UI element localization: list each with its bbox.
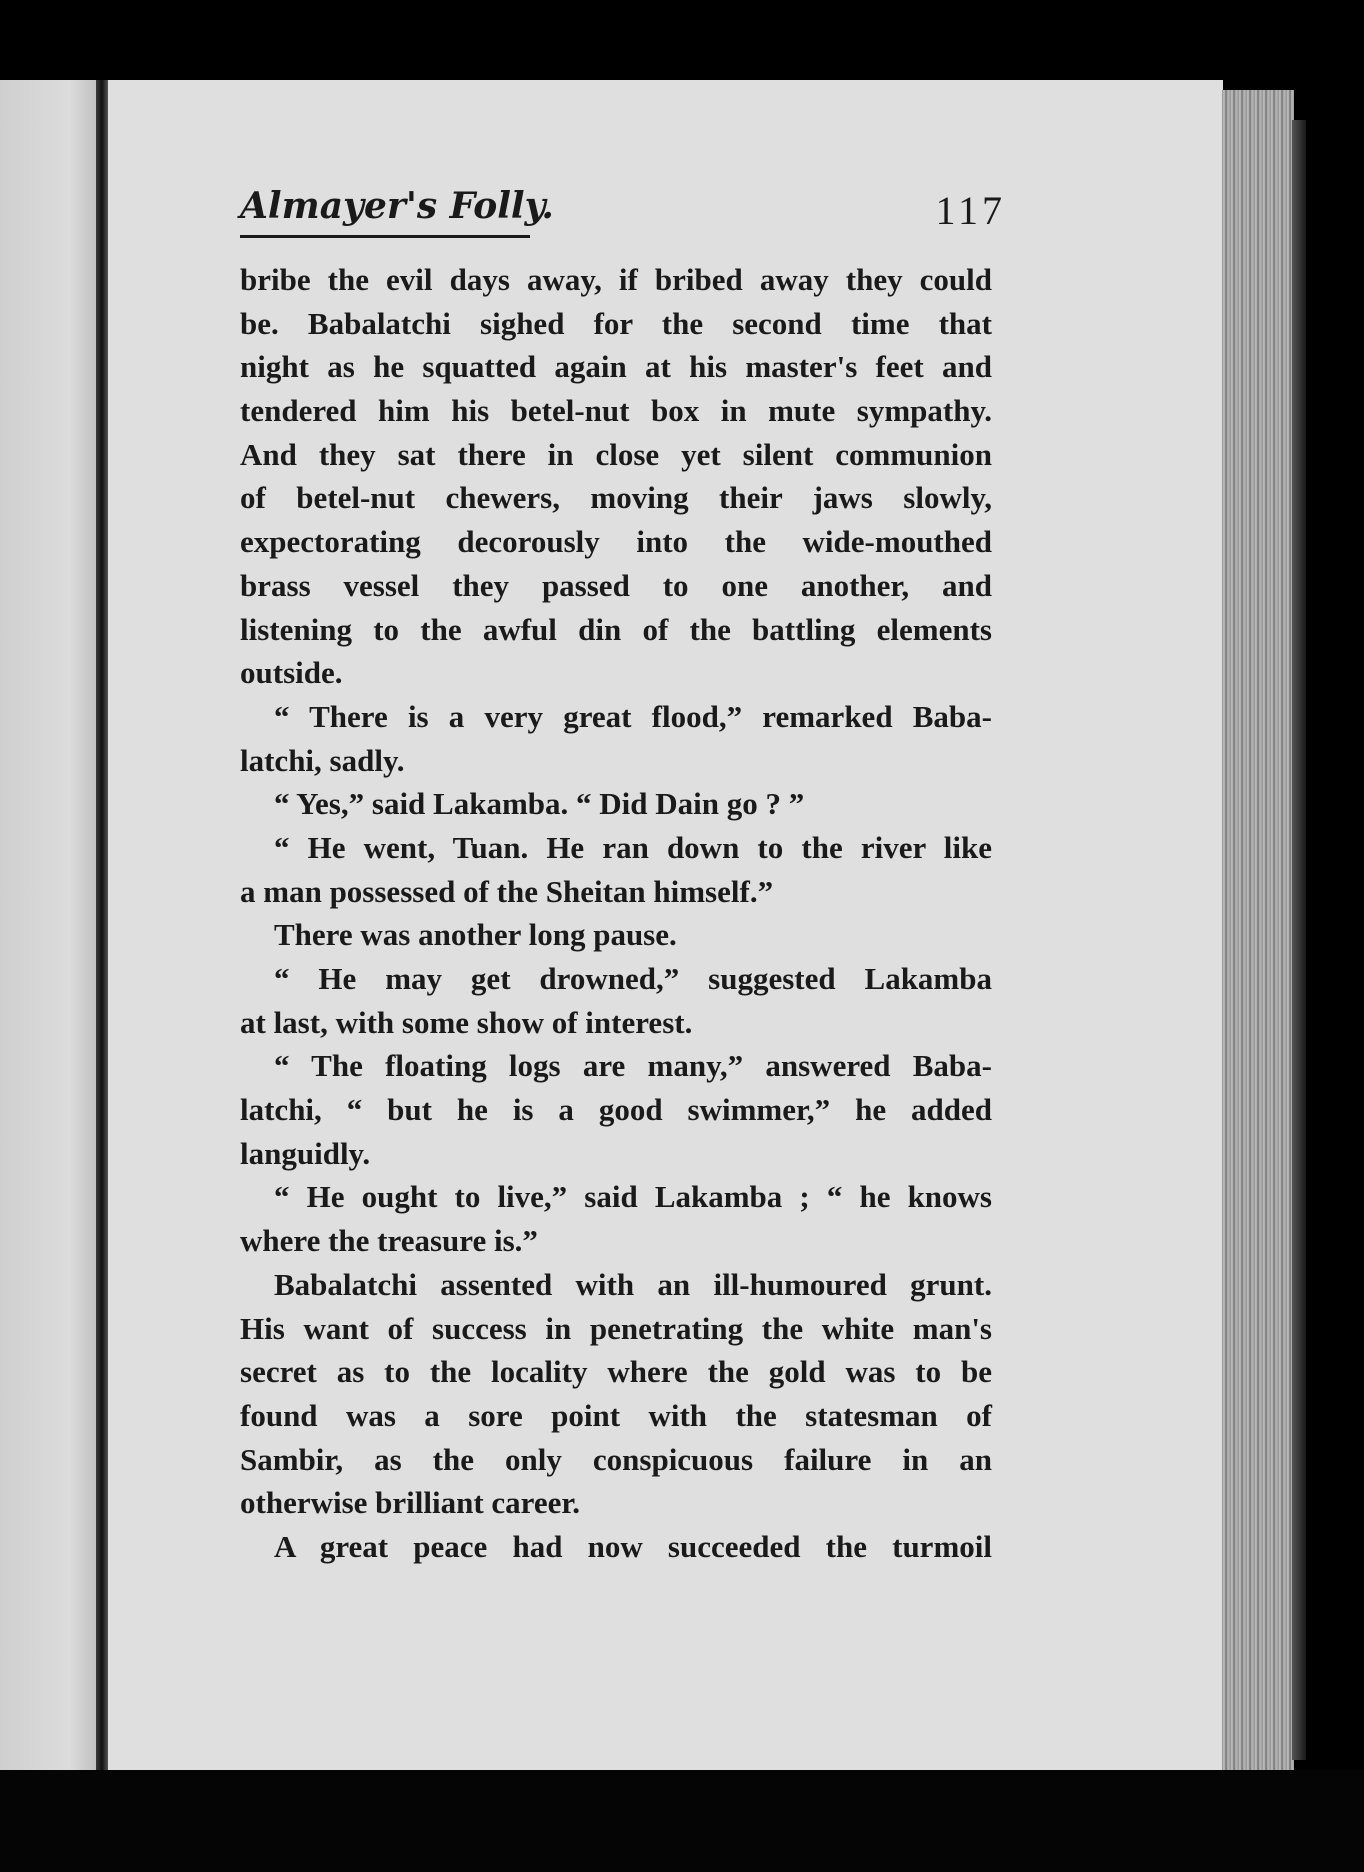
text-line: a man possessed of the Sheitan himself.” bbox=[240, 873, 774, 909]
text-line: “ The floating logs are many,” answered Baba- bbox=[274, 1048, 992, 1084]
text-line: And they sat there in close yet silent communion bbox=[240, 436, 992, 472]
text-line: His want of success in penetrating the white man's bbox=[240, 1310, 992, 1346]
text-line: “ There is a very great flood,” remarked Baba- bbox=[274, 698, 992, 734]
text-line: otherwise brilliant career. bbox=[240, 1485, 581, 1521]
text-line: secret as to the locality where the gold was to be bbox=[240, 1354, 992, 1390]
page-fore-edge bbox=[1222, 90, 1294, 1770]
running-head bbox=[240, 185, 1008, 245]
text-line: A great peace had now succeeded the turmoil bbox=[274, 1528, 992, 1564]
text-line: be. Babalatchi sighed for the second time that bbox=[240, 305, 992, 341]
running-title: Almayer's Folly. bbox=[240, 185, 554, 227]
text-line: “ He may get drowned,” suggested Lakamba bbox=[274, 961, 992, 996]
text-line: where the treasure is.” bbox=[240, 1223, 538, 1259]
text-line: brass vessel they passed to one another, and bbox=[240, 567, 992, 603]
fore-edge-shadow bbox=[1292, 120, 1306, 1760]
facing-page-edge bbox=[0, 80, 100, 1770]
text-line: bribe the evil days away, if bribed away they could bbox=[240, 262, 992, 297]
text-line: languidly. bbox=[240, 1135, 371, 1171]
text-line: latchi, “ but he is a good swimmer,” he added bbox=[240, 1092, 992, 1128]
text-line: expectorating decorously into the wide-mouthed bbox=[240, 524, 992, 560]
text-line: of betel-nut chewers, moving their jaws slowly, bbox=[240, 480, 992, 516]
text-line: There was another long pause. bbox=[274, 917, 677, 953]
bottom-margin-shadow bbox=[0, 1770, 1364, 1872]
text-line: “ He went, Tuan. He ran down to the river like bbox=[274, 829, 992, 865]
body-text bbox=[240, 258, 992, 1569]
text-line: Sambir, as the only conspicuous failure in an bbox=[240, 1441, 992, 1477]
text-line: Babalatchi assented with an ill-humoured grunt. bbox=[274, 1266, 992, 1302]
page-number: 117 bbox=[935, 188, 1006, 233]
text-line: tendered him his betel-nut box in mute sympathy. bbox=[240, 393, 992, 429]
text-line: outside. bbox=[240, 655, 343, 691]
text-line: latchi, sadly. bbox=[240, 742, 405, 778]
text-line: found was a sore point with the statesman of bbox=[240, 1397, 992, 1433]
text-line: at last, with some show of interest. bbox=[240, 1004, 693, 1040]
text-line: “ Yes,” said Lakamba. “ Did Dain go ? ” bbox=[274, 786, 805, 822]
running-title-underline bbox=[240, 235, 530, 238]
text-line: night as he squatted again at his master's feet and bbox=[240, 349, 992, 385]
book-gutter bbox=[96, 80, 108, 1770]
text-line: “ He ought to live,” said Lakamba ; “ he knows bbox=[274, 1179, 992, 1215]
text-line: listening to the awful din of the battling elements bbox=[240, 611, 992, 647]
